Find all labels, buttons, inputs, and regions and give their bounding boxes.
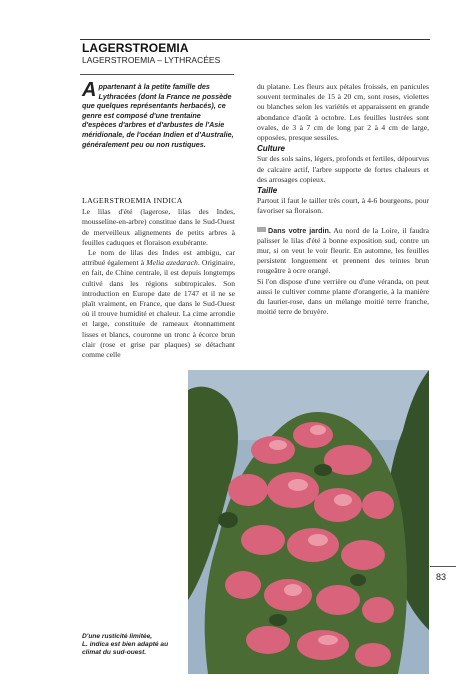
caption-line-2: L. indica est bien adapté au climat du sud-ouest. (82, 641, 169, 656)
page-number-rule (430, 566, 456, 567)
lagerstroemia-photo (188, 370, 429, 674)
veranda-paragraph: Si l'on dispose d'une verrière ou d'une véranda, on peut aussi le cultiver comme plante d'orangerie, à la manière du laurier-rose, dans un mélange moitié terre franche, moitié terre de bruyère. (257, 276, 429, 317)
page-subtitle: LAGERSTROEMIA – LYTHRACÉES (82, 55, 221, 65)
garden-paragraph (257, 226, 429, 277)
page-title: LAGERSTROEMIA (82, 41, 189, 55)
intro-paragraph (82, 79, 234, 149)
photo-caption (82, 633, 182, 657)
intro-text: ppartenant à la petite famille des Lythracées (dont la France ne possède que quelques représentants herbacés), ce genre est composé d'une trentaine d'espèces d'arbres et d'arbustes de l'Asie méridionale, de l'océan Indien et d'Australie, généralement peu ou non rustiques. (82, 82, 234, 149)
species-reference: Melia azedarach (146, 258, 198, 268)
culture-heading: Culture (257, 144, 285, 154)
right-column (257, 82, 429, 317)
garden-text: Au nord de la Loire, il faudra palisser le lilas d'été à bonne exposition sud, contre un mur, si on veut le voir fleurir. En automne, les feuilles persistent longuement et prennent des teintes brun rougeâtre à ocre orangé. (257, 225, 429, 276)
header-rule (80, 39, 430, 40)
page-number: 83 (436, 572, 447, 582)
drop-cap: A (82, 79, 97, 101)
body-paragraph-continued: du platane. Les fleurs aux pétales froissés, en panicules souvent terminales de 15 à 20 cm, sont roses, violettes ou blanches selon les variétés et apparaissent en grande abondance d'août à octobre. Les feuilles lustrées sont ovales, de 3 à 7 cm de long par 2 à 4 cm de large, opposées, presque sessiles. (257, 82, 429, 143)
body-paragraph-1: Le lilas d'été (lagerose, lilas des Indes, mousseline-en-arbre) constitue dans le Sud-Ouest de merveilleux alignements de petits arbres à feuilles caduques et floraison exubérante. (82, 207, 235, 247)
culture-text: Sur des sols sains, légers, profonds et fertiles, dépourvus de calcaire actif, l'arbre supporte de fortes chaleurs et des arrosages copieux. (257, 154, 429, 184)
caption-line-1: D'une rusticité limitée, (82, 633, 153, 640)
intro-rule (80, 74, 234, 75)
garden-marker-icon (257, 227, 266, 232)
species-heading: LAGERSTROEMIA INDICA (82, 196, 183, 205)
body-paragraph-2-start: Le nom de lilas des Indes est ambigu, car attribué également à (82, 248, 235, 268)
body-paragraph-2-end: . Originaire, en fait, de Chine centrale, il est depuis longtemps cultivé dans les régions subtropicales. Son introduction en Europe date de 1747 et il ne se plaît vraiment, en France, que dans le Sud-Ouest où il trouve humidité et chaleur. La cime arrondie et large, constituée de rameaux étonnamment lisses et blancs, couronne un tronc à écorce brun clair (rose et grise par plaques) se détachant comme celle (82, 258, 236, 360)
taille-heading: Taille (257, 186, 278, 196)
garden-label: Dans votre jardin. (268, 225, 331, 235)
body-paragraph-2 (82, 248, 235, 360)
left-column (82, 196, 235, 360)
taille-text: Partout il faut le tailler très court, à 4-6 bourgeons, pour favoriser sa floraison. (257, 196, 429, 216)
